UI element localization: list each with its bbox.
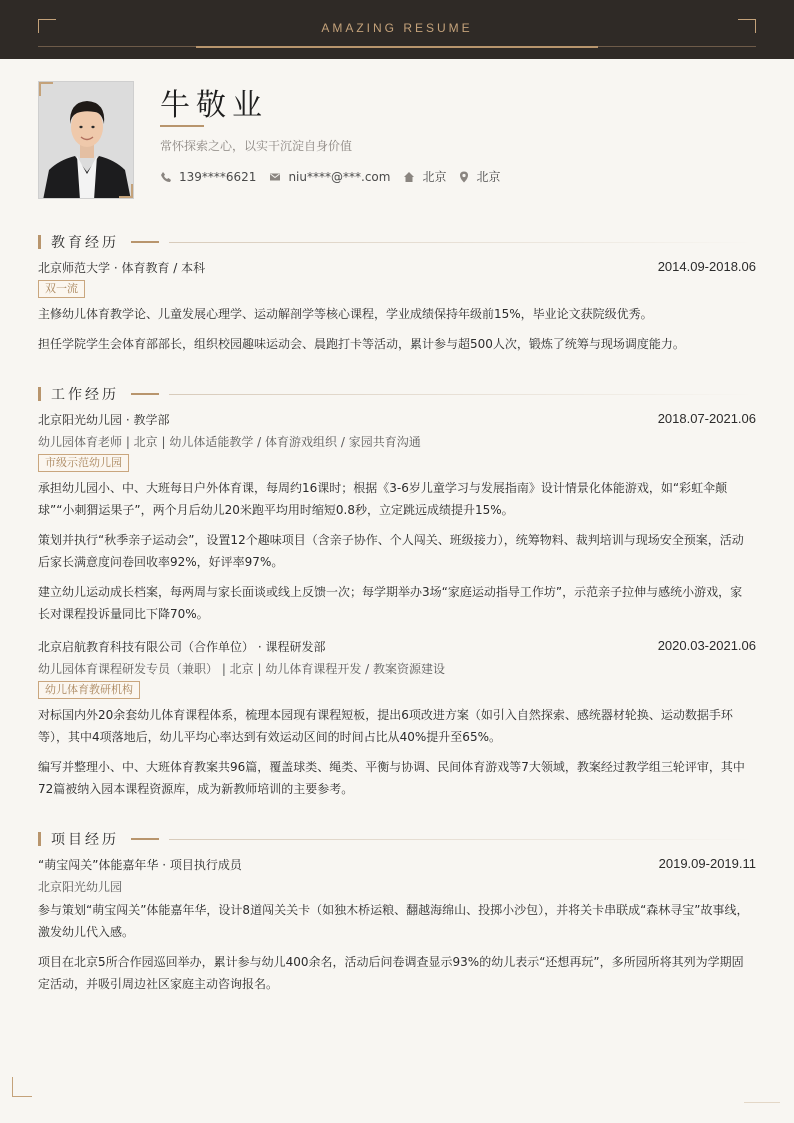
section-title: 教育经历 bbox=[51, 235, 119, 251]
heading-rule bbox=[169, 394, 756, 395]
job-organization: 北京启航教育科技有限公司（合作单位） · 课程研发部 bbox=[38, 640, 326, 654]
school-badge: 双一流 bbox=[38, 280, 85, 298]
avatar bbox=[38, 81, 134, 199]
top-banner bbox=[0, 0, 794, 59]
heading-rule bbox=[169, 839, 756, 840]
heading-dash bbox=[131, 241, 159, 243]
project-paragraph: 项目在北京5所合作园巡回举办，累计参与幼儿400余名，活动后问卷调查显示93%的幼儿表示“还想再玩”，多所园所将其列为学期固定活动，并吸引周边社区家庭主动咨询报名。 bbox=[38, 955, 744, 991]
name-underline bbox=[160, 125, 204, 127]
section-projects-heading bbox=[38, 829, 756, 849]
education-paragraph: 担任学院学生会体育部部长，组织校园趣味运动会、晨跑打卡等活动，累计参与超500人次，锻炼了统筹与现场调度能力。 bbox=[38, 337, 685, 351]
header-accent-rule bbox=[196, 46, 598, 48]
section-title: 项目经历 bbox=[51, 832, 119, 848]
brand-title: AMAZING RESUME bbox=[321, 21, 473, 35]
job-role-line: 幼儿园体育老师 | 北京 | 幼儿体适能教学 / 体育游戏组织 / 家园共育沟通 bbox=[38, 435, 421, 449]
heading-bar bbox=[38, 235, 41, 249]
education-dates: 2014.09-2018.06 bbox=[657, 259, 756, 274]
heading-dash bbox=[131, 393, 159, 395]
location-pin-icon bbox=[459, 171, 469, 183]
job-paragraph: 编写并整理小、中、大班体育教案共96篇，覆盖球类、绳类、平衡与协调、民间体育游戏等7大领域，教案经过教学组三轮评审，其中72篇被纳入园本课程资源库，成为新教师培训的主要参考。 bbox=[38, 760, 745, 796]
contact-location bbox=[459, 168, 500, 185]
phone-icon bbox=[160, 171, 172, 183]
education-paragraph: 主修幼儿体育教学论、儿童发展心理学、运动解剖学等核心课程，学业成绩保持年级前15%，毕业论文获院级优秀。 bbox=[38, 307, 653, 321]
home-location: 北京 bbox=[422, 170, 447, 184]
tagline: 常怀探索之心，以实干沉淀自身价值 bbox=[160, 139, 353, 153]
job-paragraph: 建立幼儿运动成长档案，每两周与家长面谈或线上反馈一次；每学期举办3场“家庭运动指导工作坊”，示范亲子拉伸与感统小游戏，家长对课程投诉量同比下降70%。 bbox=[38, 585, 743, 621]
email-address: niu****@***.com bbox=[288, 169, 391, 184]
project-organization: 北京阳光幼儿园 bbox=[38, 880, 123, 894]
section-work-heading bbox=[38, 384, 756, 404]
job-paragraph: 策划并执行“秋季亲子运动会”，设置12个趣味项目（含亲子协作、个人闯关、班级接力），统筹物料、裁判培训与现场安全预案，活动后家长满意度问卷回收率92%，好评率97%。 bbox=[38, 533, 744, 569]
corner-ornament bbox=[12, 1077, 32, 1097]
school-name: 北京师范大学 · 体育教育 / 本科 bbox=[38, 261, 206, 275]
phone-number: 139****6621 bbox=[179, 169, 257, 184]
section-title: 工作经历 bbox=[51, 387, 119, 403]
project-name: “萌宝闯关”体能嘉年华 · 项目执行成员 bbox=[38, 858, 242, 872]
current-location: 北京 bbox=[476, 170, 501, 184]
heading-rule bbox=[169, 242, 756, 243]
project-paragraph: 参与策划“萌宝闯关”体能嘉年华，设计8道闯关关卡（如独木桥运粮、翻越海绵山、投掷小沙包），并将关卡串联成“森林寻宝”故事线，激发幼儿代入感。 bbox=[38, 903, 749, 939]
candidate-name: 牛敬业 bbox=[160, 88, 268, 123]
contact-info bbox=[160, 168, 513, 185]
job-paragraph: 承担幼儿园小、中、大班每日户外体育课，每周约16课时；根据《3-6岁儿童学习与发展指南》设计情景化体能游戏，如“彩虹伞颠球”“小刺猬运果子”，两个月后幼儿20米跑平均用时缩短0.8秒，立定跳远成绩提升15%。 bbox=[38, 481, 728, 517]
job-badge: 市级示范幼儿园 bbox=[38, 454, 129, 472]
job-dates: 2018.07-2021.06 bbox=[657, 411, 756, 426]
project-dates: 2019.09-2019.11 bbox=[658, 856, 756, 871]
heading-bar bbox=[38, 387, 41, 401]
footer-rule bbox=[744, 1102, 780, 1103]
job-badge: 幼儿体育教研机构 bbox=[38, 681, 140, 699]
heading-bar bbox=[38, 832, 41, 846]
mail-icon bbox=[269, 172, 281, 182]
portrait-image bbox=[39, 82, 134, 199]
contact-phone bbox=[160, 170, 256, 184]
heading-dash bbox=[131, 838, 159, 840]
contact-email bbox=[269, 170, 390, 184]
job-organization: 北京阳光幼儿园 · 教学部 bbox=[38, 413, 170, 427]
job-dates: 2020.03-2021.06 bbox=[657, 638, 756, 653]
job-role-line: 幼儿园体育课程研发专员（兼职） | 北京 | 幼儿体育课程开发 / 教案资源建设 bbox=[38, 662, 446, 676]
section-education-heading bbox=[38, 232, 756, 252]
home-icon bbox=[403, 171, 415, 183]
photo-corner-accent bbox=[39, 82, 53, 96]
contact-home bbox=[403, 168, 446, 185]
photo-corner-accent bbox=[119, 184, 133, 198]
job-paragraph: 对标国内外20余套幼儿体育课程体系，梳理本园现有课程短板，提出6项改进方案（如引入自然探索、感统器材轮换、运动数据手环等），其中4项落地后，幼儿平均心率达到有效运动区间的时间占比从40%提升至65%。 bbox=[38, 708, 733, 744]
